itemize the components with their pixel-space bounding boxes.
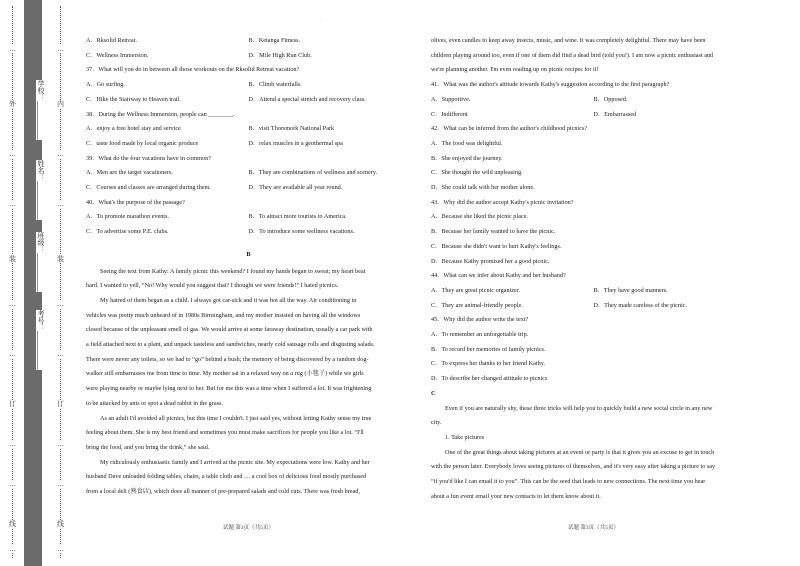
passage-line: feeling about them. She is my best friend and sometimes you must make sacrifices for people you like a lot. “I'll	[86, 429, 364, 437]
passage-line: Seeing the text from Kathy: A family picnic this weekend? I found my hands began to sweat; my heart beat	[100, 267, 366, 275]
margin-mark: …	[57, 150, 64, 158]
margin-mark: 内	[57, 100, 64, 108]
passage-line: children playing around too, even if one of them did find a dead bird (told you!). I am now a picnic enthusiast and	[431, 51, 714, 59]
option: A．Supportive.	[431, 95, 471, 103]
question-44: 44．What can we infer about Kathy and her husband?	[431, 272, 566, 280]
passage-line: vehicles was pretty much unheard of in 1980s Birmingham, and my mother insisted on having all the windows	[86, 311, 361, 319]
option: C．Courses and classes are arranged during them.	[86, 184, 211, 192]
q40-options	[86, 210, 411, 225]
passage-line: with the person later. Everybody loves seeing pictures of themselves, and it's very easy after taking a picture to say	[431, 463, 716, 471]
q36-options	[86, 34, 411, 49]
option: C．Indifferent	[431, 110, 468, 118]
option: A．enjoy a free hotel stay and service	[86, 125, 181, 133]
option: D．To describe her changed attitude to picnics	[431, 375, 548, 383]
page-footer-right: 试题 第3页（共5页）	[568, 525, 619, 531]
margin-mark: 订	[9, 400, 16, 408]
option: D．Attend a special stretch and recovery class.	[248, 95, 366, 103]
option: A．Men are the target vacationers.	[86, 169, 173, 177]
question-41: 41．What was the author's attitude towards Kathy's suggestion according to the first paragraph?	[431, 81, 670, 89]
passage-line: husband Dave unloaded folding tables, chairs, a table cloth and … a cool box of delicious food mostly purchased	[86, 473, 367, 481]
question-40: 40．What's the purpose of the passage?	[86, 198, 185, 206]
q37-options	[86, 78, 411, 93]
top-mark: ·	[320, 18, 322, 23]
question-37: 37．What will you do in between all those workouts on the Rksolid Retreat vacation?	[86, 66, 300, 74]
q41-options	[431, 93, 756, 108]
binding-margin	[0, 0, 64, 566]
margin-mark: 线	[9, 520, 16, 528]
margin-mark: …	[9, 545, 16, 553]
option: C．To express her thanks to her friend Kathy.	[431, 360, 545, 368]
option: A．Go surfing.	[86, 81, 125, 89]
option: D．To introduce some wellness vacations.	[248, 228, 355, 236]
passage-line: bring the food, and you bring the drink,” she said.	[86, 443, 210, 451]
q40-options	[86, 225, 411, 240]
section-c-title: C	[431, 389, 436, 397]
q39-options	[86, 166, 411, 181]
margin-mark: …	[57, 545, 64, 553]
passage-line: city.	[431, 419, 442, 427]
option: A．To promote marathon events.	[86, 213, 170, 221]
q44-options	[431, 299, 756, 314]
margin-mark: 装	[57, 255, 64, 263]
passage-line: from a local deli (熟食店), which does all manner of pre-prepared salads and cold cuts. There was fresh bread,	[86, 488, 360, 496]
question-38: 38．During the Wellness Immersion, people can ________.	[86, 110, 235, 118]
option: B．Ketanga Fitness.	[248, 37, 301, 44]
option: D．They are available all year round.	[248, 184, 343, 192]
margin-mark: …	[57, 45, 64, 53]
passage-line: olives, even candles to keep away insects, music, and wine. It was completely delightful. There may have been	[431, 37, 706, 44]
passage-line: we're planning another. I'm even reading up on picnic recipes for it!	[431, 66, 599, 74]
question-45: 45．Why did the author write the text?	[431, 316, 529, 324]
option: D．They made careless of the picnic.	[593, 301, 687, 309]
name-field: 姓名：___________	[37, 160, 45, 220]
margin-mark: …	[9, 350, 16, 358]
option: B．Opposed.	[593, 95, 628, 103]
margin-mark: 订	[57, 400, 64, 408]
passage-line: “if you'd like I can email it to you”. This can be the seed that leads to new connections. The next time you hear	[431, 478, 706, 486]
option: C．Wellness Immersion.	[86, 51, 149, 59]
option: C．They are animal-friendly people.	[431, 301, 523, 309]
margin-mark: 线	[57, 520, 64, 528]
option: A．They are great picnic organizer.	[431, 286, 521, 294]
option: B．They have good manners.	[593, 286, 668, 294]
margin-mark: 外	[9, 100, 16, 108]
inner-dotted-line	[60, 6, 61, 558]
margin-mark: …	[9, 300, 16, 308]
passage-line: closed because of the unpleasant smell of gas. We would arrive at some faraway destination, usually a car park with	[86, 326, 373, 334]
passage-line: were playing nearby or maybe lying next to her. But for me this was a time when I suffered a lot. It was frightening	[86, 385, 372, 393]
passage-line: about a fun event email your new contacts to let them know about it.	[431, 492, 601, 500]
margin-mark: …	[9, 480, 16, 488]
q39-options	[86, 181, 411, 196]
option: A．The food was delightful.	[431, 139, 503, 147]
passage-line: As an adult I'd avoided all picnics, but this time I couldn't. I just said yes, without letting Kathy sense my true	[100, 414, 372, 422]
page-footer-left: 试题 第3页（共5页）	[223, 525, 274, 531]
option: B．To attract more tourists to America.	[248, 213, 347, 221]
question-39: 39．What do the four vacations have in common?	[86, 154, 211, 162]
option: B．Because her family wanted to have the picnic.	[431, 228, 556, 236]
passage-line: Even if you are naturally shy, these three tricks will help you to quickly build a new social circle in any new	[445, 404, 713, 412]
q38-options	[86, 137, 411, 152]
q38-options	[86, 122, 411, 137]
option: C．taste food made by local organic produce	[86, 139, 199, 147]
option: B．She enjoyed the journey.	[431, 154, 503, 162]
outer-dotted-line	[12, 6, 13, 558]
subheading: 1. Take pictures	[445, 433, 485, 441]
left-column	[86, 34, 411, 500]
margin-mark: …	[9, 150, 16, 158]
option: B．visit Thorsmork National Park	[248, 125, 335, 133]
passage-line: hard. I wanted to yell, “No! Why would you suggest that? I thought we were friends!” I hated picnics.	[86, 282, 339, 290]
q36-options	[86, 49, 411, 64]
margin-mark: 装	[9, 255, 16, 263]
margin-mark: …	[9, 440, 16, 448]
passage-b	[86, 265, 411, 500]
margin-mark: …	[57, 200, 64, 208]
class-field: 班级：___________	[37, 232, 45, 292]
option: C．Because she didn't want to hurt Kathy's feelings.	[431, 242, 562, 250]
passage-line: a field attached next to a plant, and unpack tasteless and sandwiches, nearly cold sausage rolls and disgusting salads.	[86, 341, 375, 349]
exam-number-field: 考号：___________	[37, 310, 45, 370]
passage-line: My ridiculously enthusiastic family and I arrived at the picnic site. My expectations were low. Kathy and her	[100, 458, 370, 466]
question-43: 43．Why did the author accept Kathy's picnic invitation?	[431, 198, 574, 206]
right-column	[431, 34, 756, 505]
q41-options	[431, 108, 756, 123]
option: A．Rksolid Retreat.	[86, 37, 137, 44]
margin-mark: …	[57, 300, 64, 308]
school-field: 学校：___________	[37, 80, 45, 140]
option: C．To advertise some P.E. clubs.	[86, 228, 169, 236]
passage-line: walker still embarrasses me from time to time. My mother sat in a relaxed way on a rug (小毯子) while we girls	[86, 370, 364, 378]
option: D．Mile High Run Club.	[248, 51, 312, 59]
passage-line: There were never any toilets, so we had to “go” behind a bush; the memory of being discovered by a random dog-	[86, 355, 369, 363]
section-b-title: B	[246, 250, 251, 258]
passage-line: My hatred of them began as a child. I always got car-sick and it was hot all the way. Air conditioning in	[100, 296, 357, 304]
q44-options	[431, 284, 756, 299]
option: A．To remember an unforgettable trip.	[431, 331, 529, 339]
margin-mark: …	[9, 200, 16, 208]
option: D．She could talk with her mother alone.	[431, 184, 535, 192]
margin-mark: …	[57, 350, 64, 358]
q37-options	[86, 93, 411, 108]
option: D．Because Kathy promised her a good picnic.	[431, 257, 550, 265]
option: A．Because she liked the picnic place.	[431, 213, 528, 221]
option: B．To record her memories of family picnics.	[431, 345, 546, 353]
option: C．She thought the wild unpleasing.	[431, 169, 523, 177]
option: B．Climb waterfalls.	[248, 81, 302, 89]
margin-mark: …	[57, 440, 64, 448]
margin-mark: …	[9, 45, 16, 53]
passage-line: One of the great things about taking pictures at an event or party is that it gives you an excuse to get in touch	[445, 448, 715, 456]
option: D．Embarrassed	[593, 110, 637, 118]
option: C．Hike the Stairway to Heaven trail.	[86, 95, 181, 103]
margin-mark: …	[57, 480, 64, 488]
passage-line: to be attacked by ants or spot a dead rabbit in the grass.	[86, 399, 223, 407]
question-42: 42．What can be inferred from the author's childhood picnics?	[431, 125, 588, 133]
option: B．They are combinations of wellness and scenery.	[248, 169, 378, 177]
option: D．relax muscles in a geothermal spa	[248, 139, 343, 147]
